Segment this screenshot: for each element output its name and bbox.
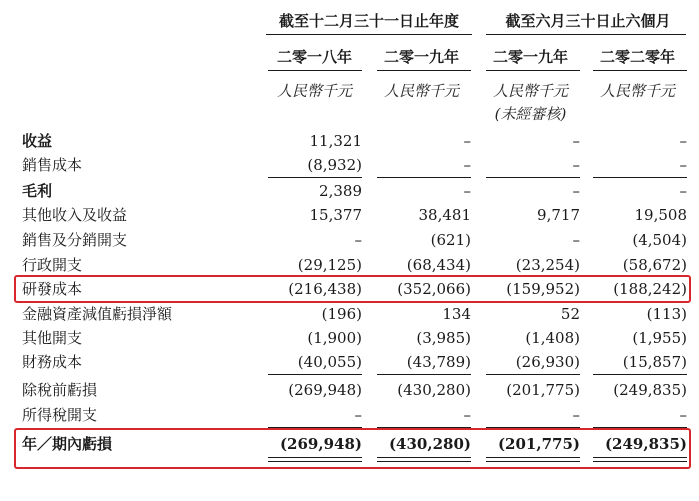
column-unit: 人民幣千元 (599, 82, 675, 100)
row-value: – (354, 231, 362, 249)
subtotal-rule (593, 374, 687, 375)
column-year-rule (486, 70, 580, 71)
table-row-cost-of-sales (0, 153, 699, 177)
row-value: – (572, 182, 580, 200)
row-value: (3,985) (416, 329, 471, 347)
row-value: (26,930) (515, 353, 580, 371)
row-value: (159,952) (506, 280, 580, 298)
row-label: 研發成本 (22, 280, 83, 298)
row-value: (269,948) (279, 435, 362, 453)
row-value: – (679, 182, 687, 200)
row-label: 其他開支 (22, 329, 83, 347)
row-value: (4,504) (632, 231, 687, 249)
table-row-revenue (0, 129, 699, 153)
column-unit: 人民幣千元 (276, 82, 352, 100)
row-value: (188,242) (613, 280, 687, 298)
row-value: (15,857) (622, 353, 687, 371)
column-year-rule (268, 70, 362, 71)
row-label: 收益 (22, 132, 53, 150)
row-value: (113) (646, 305, 687, 323)
row-label: 年／期內虧損 (22, 435, 113, 453)
row-value: 38,481 (418, 206, 471, 224)
row-label: 金融資產減值虧損淨額 (22, 305, 173, 323)
row-label: 其他收入及收益 (22, 206, 128, 224)
row-value: (29,125) (297, 256, 362, 274)
header-group-rule (266, 34, 472, 35)
table-row-impairment (0, 302, 699, 326)
row-value: – (572, 231, 580, 249)
table-row-other-expenses (0, 326, 699, 350)
table-row-admin-expenses (0, 253, 699, 277)
row-label: 財務成本 (22, 353, 83, 371)
table-row-selling-expenses (0, 228, 699, 252)
row-value: (352,066) (397, 280, 471, 298)
header-group-year: 截至十二月三十一日止年度 (278, 12, 459, 30)
column-unit: 人民幣千元 (383, 82, 459, 100)
row-label: 銷售及分銷開支 (22, 231, 128, 249)
table-row-loss-before-tax (0, 378, 699, 402)
header-group-rule (486, 34, 686, 35)
subtotal-rule (377, 374, 471, 375)
row-value: – (679, 406, 687, 424)
row-value: (201,775) (506, 381, 580, 399)
row-value: (1,408) (525, 329, 580, 347)
row-value: – (463, 182, 471, 200)
row-value: 11,321 (309, 132, 362, 150)
row-value: 52 (560, 305, 580, 323)
row-value: (216,438) (288, 280, 362, 298)
table-row-other-income (0, 203, 699, 227)
row-value: 134 (442, 305, 471, 323)
column-year-header: 二零一八年 (276, 48, 352, 66)
row-value: – (572, 132, 580, 150)
row-value: (40,055) (297, 353, 362, 371)
row-value: (58,672) (622, 256, 687, 274)
column-year-header: 二零二零年 (599, 48, 675, 66)
table-row-rd-costs (0, 277, 699, 301)
column-year-header: 二零一九年 (383, 48, 459, 66)
row-value: – (679, 156, 687, 174)
row-value: (68,434) (406, 256, 471, 274)
row-label: 銷售成本 (22, 156, 83, 174)
table-row-gross-profit (0, 179, 699, 203)
total-double-rule (268, 457, 362, 462)
row-value: (430,280) (397, 381, 471, 399)
total-double-rule (486, 457, 580, 462)
subtotal-rule (486, 177, 580, 178)
row-value: (621) (430, 231, 471, 249)
table-row-loss-for-period (0, 432, 699, 456)
row-value: – (463, 132, 471, 150)
row-value: (430,280) (388, 435, 471, 453)
table-row-income-tax (0, 403, 699, 427)
row-label: 行政開支 (22, 256, 83, 274)
row-label: 毛利 (22, 182, 53, 200)
column-unit: 人民幣千元 (492, 82, 568, 100)
subtotal-rule (486, 374, 580, 375)
column-year-header: 二零一九年 (492, 48, 568, 66)
row-value: – (463, 156, 471, 174)
row-value: – (354, 406, 362, 424)
row-value: (249,835) (604, 435, 687, 453)
row-value: (8,932) (307, 156, 362, 174)
row-value: – (572, 406, 580, 424)
header-group-six-months: 截至六月三十日止六個月 (505, 12, 671, 30)
row-value: – (463, 406, 471, 424)
row-value: – (679, 132, 687, 150)
row-value: 9,717 (537, 206, 580, 224)
subtotal-rule (268, 374, 362, 375)
subtotal-rule (593, 177, 687, 178)
subtotal-rule (268, 177, 362, 178)
row-value: (1,900) (307, 329, 362, 347)
column-unaudited-note: (未經審核) (494, 105, 567, 123)
row-label: 除稅前虧損 (22, 381, 98, 399)
total-double-rule (377, 457, 471, 462)
table-row-finance-costs (0, 350, 699, 374)
row-value: (196) (321, 305, 362, 323)
row-value: 19,508 (634, 206, 687, 224)
row-value: (201,775) (497, 435, 580, 453)
row-value: (23,254) (515, 256, 580, 274)
total-double-rule (593, 457, 687, 462)
row-value: 15,377 (309, 206, 362, 224)
row-label: 所得稅開支 (22, 406, 98, 424)
row-value: – (572, 156, 580, 174)
row-value: 2,389 (319, 182, 362, 200)
row-value: (249,835) (613, 381, 687, 399)
column-year-rule (377, 70, 471, 71)
subtotal-rule (377, 177, 471, 178)
row-value: (269,948) (288, 381, 362, 399)
row-value: (1,955) (632, 329, 687, 347)
column-year-rule (593, 70, 687, 71)
row-value: (43,789) (406, 353, 471, 371)
